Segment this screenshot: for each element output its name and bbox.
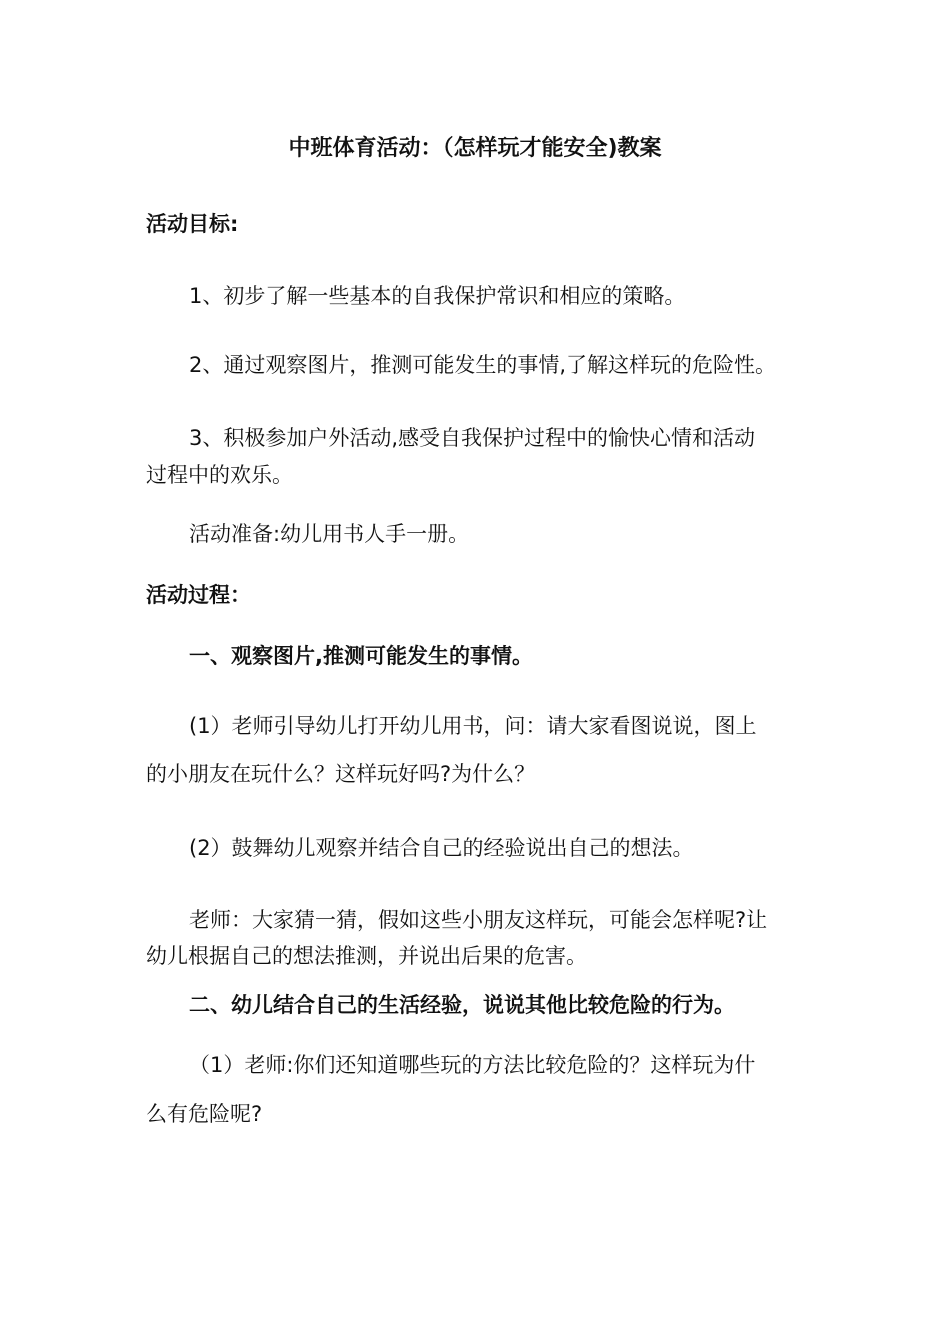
goal-2: 2、通过观察图片，推测可能发生的事情,了解这样玩的危险性。: [189, 353, 777, 377]
goal-3-line-1: 3、积极参加户外活动,感受自我保护过程中的愉快心情和活动: [189, 426, 756, 450]
teacher-line-2: 幼儿根据自己的想法推测，并说出后果的危害。: [146, 944, 587, 968]
section-1-heading: 一、观察图片,推测可能发生的事情。: [189, 644, 533, 668]
preparation: 活动准备:幼儿用书人手一册。: [189, 522, 470, 546]
document-title: 中班体育活动：（怎样玩才能安全)教案: [288, 136, 662, 161]
section-2-heading: 二、幼儿结合自己的生活经验，说说其他比较危险的行为。: [189, 993, 735, 1017]
goal-3-line-2: 过程中的欢乐。: [146, 463, 293, 487]
section-2-item-1-line-2: 么有危险呢?: [146, 1102, 263, 1126]
section-1-item-1-line-1: (1）老师引导幼儿打开幼儿用书，问：请大家看图说说，图上: [189, 714, 757, 738]
teacher-line-1: 老师：大家猜一猜，假如这些小朋友这样玩，可能会怎样呢?让: [189, 908, 768, 932]
process-heading: 活动过程：: [146, 583, 251, 607]
section-1-item-2: (2）鼓舞幼儿观察并结合自己的经验说出自己的想法。: [189, 836, 694, 860]
goal-1: 1、初步了解一些基本的自我保护常识和相应的策略。: [189, 284, 686, 308]
section-2-item-1-line-1: （1）老师:你们还知道哪些玩的方法比较危险的？这样玩为什: [189, 1053, 756, 1077]
section-1-item-1-line-2: 的小朋友在玩什么？这样玩好吗?为什么？: [146, 762, 536, 786]
goals-heading: 活动目标:: [146, 212, 239, 236]
